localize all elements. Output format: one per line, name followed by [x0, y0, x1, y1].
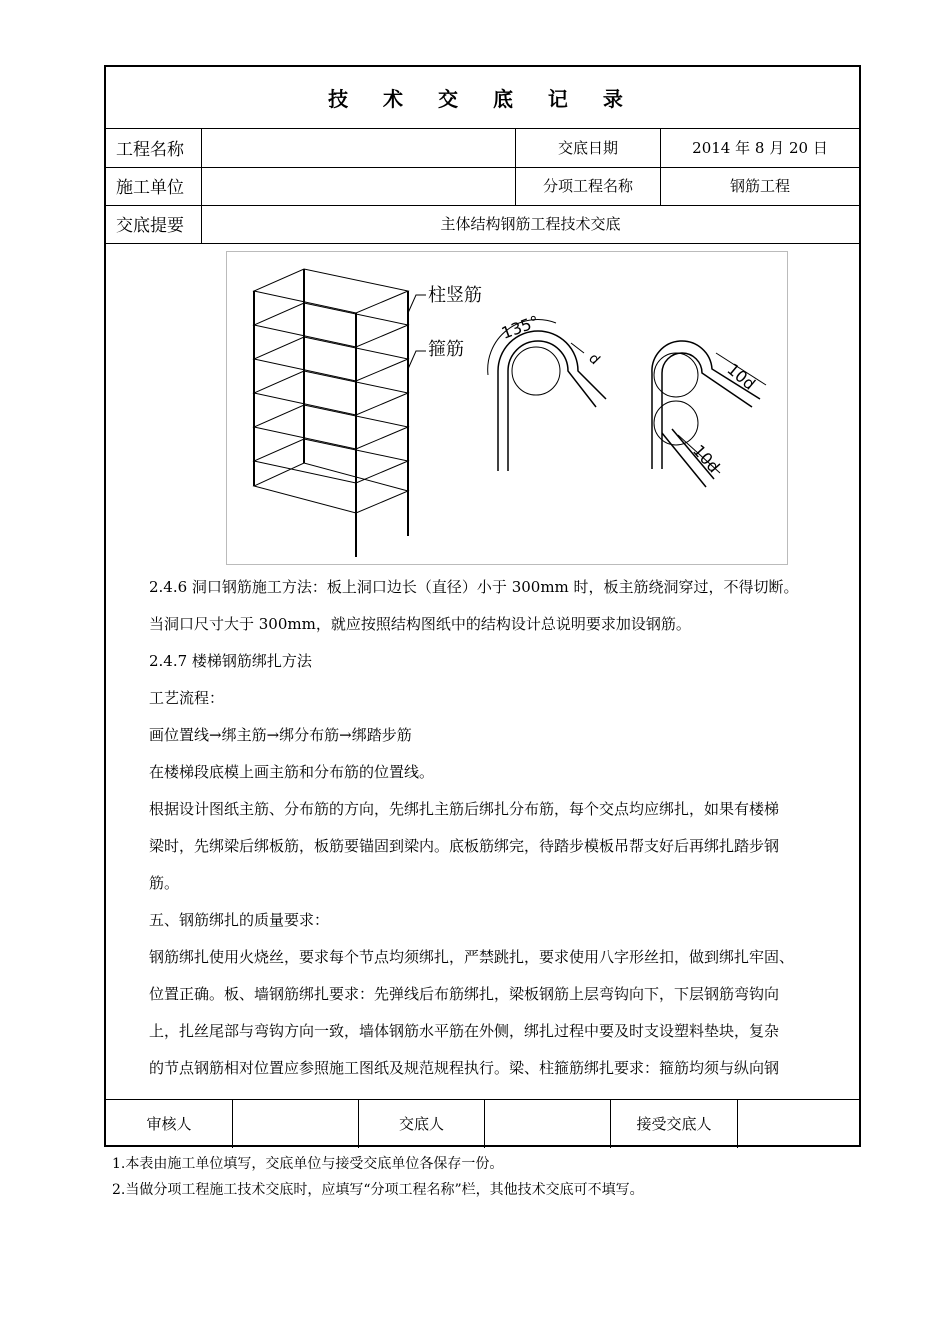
body-line: 工艺流程： [149, 689, 225, 707]
body-line: 2.4.7 楼梯钢筋绑扎方法 [149, 652, 312, 670]
body-line: 当洞口尺寸大于 300mm，就应按照结构图纸中的结构设计总说明要求加设钢筋。 [149, 615, 691, 633]
disclosure-body [106, 243, 859, 1099]
date-label: 交底日期 [557, 139, 618, 157]
body-line: 的节点钢筋相对位置应参照施工图纸及规范规程执行。梁、柱箍筋绑扎要求：箍筋均须与纵向钢 [149, 1059, 780, 1077]
body-line: 根据设计图纸主筋、分布筋的方向，先绑扎主筋后绑扎分布筋，每个交点均应绑扎，如果有楼梯 [149, 800, 780, 818]
body-line: 上，扎丝尾部与弯钩方向一致，墙体钢筋水平筋在外侧，绑扎过程中要及时支设塑料垫块，复杂 [149, 1022, 780, 1040]
body-line: 画位置线→绑主筋→绑分布筋→绑踏步筋 [149, 726, 412, 744]
row-unit [106, 167, 859, 206]
form-title: 技 术 交 底 记 录 [106, 67, 859, 129]
receiver-label: 接受交底人 [636, 1115, 712, 1133]
body-line: 筋。 [149, 874, 180, 892]
label-d: d [585, 350, 603, 369]
unit-value[interactable] [202, 167, 515, 204]
label-column-bar: 柱竖筋 [428, 285, 482, 306]
row-project [106, 129, 859, 168]
body-line: 在楼梯段底模上画主筋和分布筋的位置线。 [149, 763, 435, 781]
project-name-label: 工程名称 [116, 140, 184, 160]
summary-label: 交底提要 [116, 216, 184, 236]
footnote-1: 1.本表由施工单位填写，交底单位与接受交底单位各保存一份。 [112, 1156, 504, 1172]
body-line: 五、钢筋绑扎的质量要求： [149, 911, 330, 929]
subproject-label: 分项工程名称 [542, 177, 633, 195]
row-summary [106, 205, 859, 244]
reviewer-label: 审核人 [146, 1115, 192, 1133]
discloser-value[interactable] [485, 1100, 610, 1147]
reviewer-value[interactable] [233, 1100, 358, 1147]
receiver-value[interactable] [738, 1100, 859, 1147]
summary-value[interactable]: 主体结构钢筋工程技术交底 [440, 215, 621, 233]
unit-label: 施工单位 [116, 178, 184, 198]
discloser-label: 交底人 [398, 1115, 444, 1133]
body-line: 钢筋绑扎使用火烧丝，要求每个节点均须绑扎，严禁跳扎，要求使用八字形丝扣，做到绑扎牢固、 [149, 948, 795, 966]
label-stirrup: 箍筋 [428, 339, 464, 360]
body-line: 梁时，先绑梁后绑板筋，板筋要锚固到梁内。底板筋绑完，待踏步模板吊帮支好后再绑扎踏步钢 [149, 837, 780, 855]
date-value[interactable]: 2014 年 8 月 20 日 [692, 139, 828, 157]
subproject-value[interactable]: 钢筋工程 [729, 177, 790, 195]
disclosure-form [104, 65, 861, 1147]
project-name-value[interactable] [202, 129, 515, 166]
label-135: 135° [498, 311, 542, 343]
footnote-2: 2.当做分项工程施工技术交底时，应填写“分项工程名称”栏，其他技术交底可不填写。 [112, 1182, 644, 1198]
rebar-diagram [226, 251, 788, 565]
label-10d-top: 10d [723, 359, 760, 394]
signature-row [106, 1099, 859, 1148]
body-line: 位置正确。板、墙钢筋绑扎要求：先弹线后布筋绑扎，梁板钢筋上层弯钩向下，下层钢筋弯钩向 [149, 985, 780, 1003]
label-10d-bottom: 10d [689, 440, 724, 477]
body-line: 2.4.6 洞口钢筋施工方法：板上洞口边长（直径）小于 300mm 时，板主筋绕洞穿过，不得切断。 [149, 578, 799, 596]
